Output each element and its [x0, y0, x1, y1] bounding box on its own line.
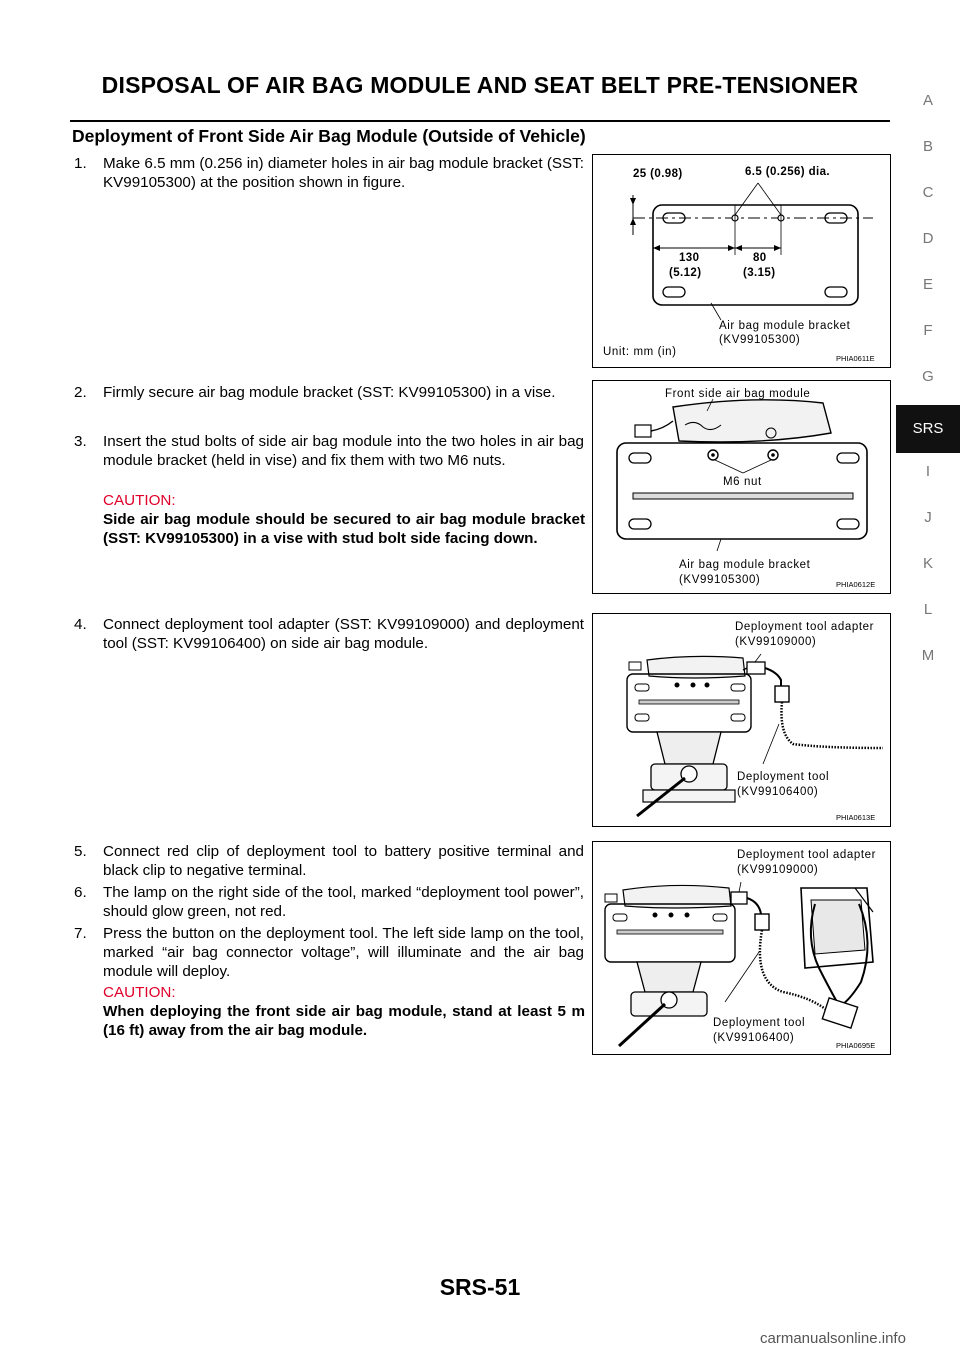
figure-module-on-bracket	[592, 380, 891, 594]
step-number: 7.	[74, 925, 87, 942]
bracket-label: Air bag module bracket	[719, 320, 851, 332]
caution-text: Side air bag module should be secured to air bag module bracket (SST: KV99105300) in a vise with stud bolt side facing down.	[103, 511, 585, 547]
tab-m[interactable]: M	[921, 647, 935, 664]
page-header-title: DISPOSAL OF AIR BAG MODULE AND SEAT BELT PRE-TENSIONER	[101, 72, 859, 98]
figure-id: PHIA0611E	[836, 354, 875, 363]
tab-d[interactable]: D	[922, 230, 934, 247]
dim-80-label: 80	[753, 252, 767, 264]
step-number: 4.	[74, 616, 87, 633]
caution-label: CAUTION:	[103, 492, 176, 509]
step-text: Make 6.5 mm (0.256 in) diameter holes in air bag module bracket (SST: KV99105300) at the position shown in figure.	[103, 155, 584, 191]
page-number: SRS-51	[439, 1274, 521, 1300]
adapter-code-label: (KV99109000)	[735, 636, 817, 648]
dim-diameter-label: 6.5 (0.256) dia.	[745, 166, 831, 178]
tab-l[interactable]: L	[923, 601, 933, 618]
m6-nut-label: M6 nut	[723, 476, 762, 488]
step-number: 3.	[74, 433, 87, 450]
step-text: Connect red clip of deployment tool to battery positive terminal and black clip to negative terminal.	[103, 843, 584, 879]
step-3	[74, 432, 584, 470]
step-1	[74, 154, 584, 192]
step-4	[74, 615, 584, 653]
figure-battery-connection	[592, 841, 891, 1055]
bracket-code-label: (KV99105300)	[719, 334, 801, 346]
adapter-code-label: (KV99109000)	[737, 864, 819, 876]
step-number: 6.	[74, 884, 87, 901]
tool-code-label: (KV99106400)	[713, 1032, 795, 1044]
tool-code-label: (KV99106400)	[737, 786, 819, 798]
step-5	[74, 842, 584, 880]
caution-text: When deploying the front side air bag module, stand at least 5 m (16 ft) away from the air bag module.	[103, 1003, 585, 1039]
caution-label: CAUTION:	[103, 984, 176, 1001]
figure-id: PHIA0695E	[836, 1041, 876, 1050]
step-7	[74, 924, 584, 981]
step-number: 2.	[74, 384, 87, 401]
step-text: The lamp on the right side of the tool, marked “deployment tool power”, should glow green, not red.	[103, 884, 584, 920]
figure-id: PHIA0612E	[836, 580, 876, 589]
caution-1	[103, 491, 585, 548]
watermark: carmanualsonline.info	[760, 1330, 906, 1347]
dim-130-in-label: (5.12)	[669, 267, 702, 279]
tab-i[interactable]: I	[925, 463, 931, 480]
step-2	[74, 383, 584, 402]
tab-a[interactable]: A	[922, 92, 933, 109]
tab-e[interactable]: E	[922, 276, 933, 293]
step-text: Insert the stud bolts of side air bag module into the two holes in air bag module bracket (held in vise) and fix them with two M6 nuts.	[103, 433, 584, 469]
figure-id: PHIA0613E	[836, 813, 876, 822]
tab-f[interactable]: F	[923, 322, 933, 339]
step-number: 1.	[74, 155, 87, 172]
tool-label: Deployment tool	[713, 1017, 806, 1029]
step-6	[74, 883, 584, 921]
section-title: Deployment of Front Side Air Bag Module (Outside of Vehicle)	[72, 126, 586, 146]
figure-bracket-dimensions	[592, 154, 891, 368]
step-text: Firmly secure air bag module bracket (SST: KV99105300) in a vise.	[103, 384, 556, 401]
tab-k[interactable]: K	[922, 555, 933, 572]
dim-25-label: 25 (0.98)	[633, 168, 683, 180]
dim-130-label: 130	[679, 252, 700, 264]
tab-g[interactable]: G	[922, 368, 934, 385]
step-text: Press the button on the deployment tool. The left side lamp on the tool, marked “air bag connector voltage”, will illuminate and the air bag module will deploy.	[103, 925, 584, 980]
module-label: Front side air bag module	[665, 388, 811, 400]
bracket-code-label: (KV99105300)	[679, 574, 761, 586]
step-number: 5.	[74, 843, 87, 860]
tab-b[interactable]: B	[922, 138, 933, 155]
tab-srs-active[interactable]: SRS	[896, 405, 960, 453]
adapter-label: Deployment tool adapter	[737, 849, 877, 861]
dim-80-in-label: (3.15)	[743, 267, 776, 279]
bracket-label: Air bag module bracket	[679, 559, 811, 571]
adapter-label: Deployment tool adapter	[735, 621, 875, 633]
step-text: Connect deployment tool adapter (SST: KV99109000) and deployment tool (SST: KV99106400) on side air bag module.	[103, 616, 584, 652]
tab-c[interactable]: C	[922, 184, 934, 201]
figure-adapter-connection	[592, 613, 891, 827]
header-rule	[70, 120, 890, 122]
tab-j[interactable]: J	[924, 509, 932, 526]
unit-label: Unit: mm (in)	[603, 346, 677, 358]
tool-label: Deployment tool	[737, 771, 830, 783]
caution-2	[103, 983, 585, 1040]
